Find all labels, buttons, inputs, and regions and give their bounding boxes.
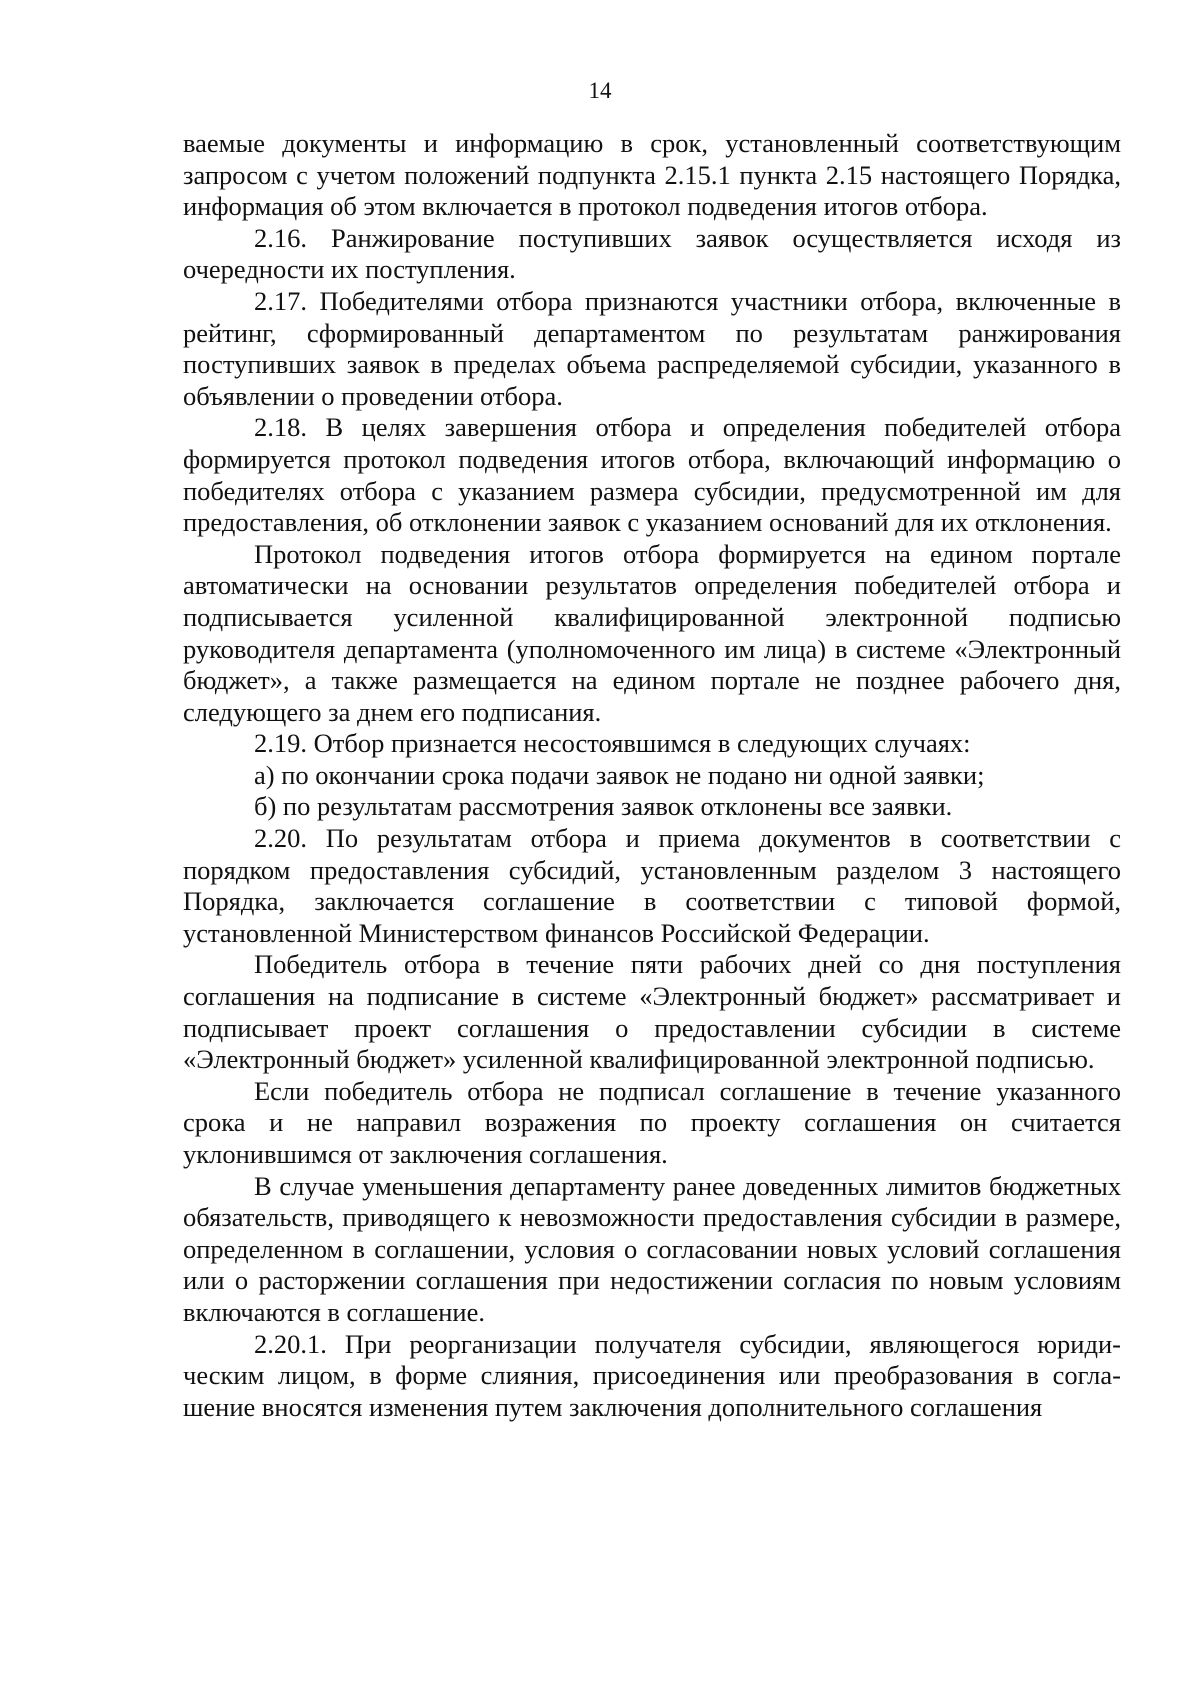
paragraph-2-18: 2.18. В целях завершения отбора и определения победителей отбора формируется протокол подведения итогов отбора, включающий информацию о победителях отбора с указанием размера субсидии, предусмотренной им для предоставления, об отклонении заявок с указанием оснований для их отклонения. bbox=[183, 412, 1121, 538]
document-body bbox=[183, 128, 1121, 1423]
paragraph-protocol: Протокол подведения итогов отбора формируется на едином портале автоматически на основании результатов определения победителей отбора и подписывается усиленной квалифицированной электронной подписью руководителя департамента (уполномоченного им лица) в системе «Электронный бюджет», а также размещается на едином портале не позднее рабочего дня, следующего за днем его подписания. bbox=[183, 538, 1121, 727]
paragraph-2-17: 2.17. Победителями отбора признаются участники отбора, включенные в рейтинг, сформированный департаментом по результатам ранжирования поступивших заявок в пределах объема распределяемой субсидии, указанного в объявлении о проведении отбора. bbox=[183, 285, 1121, 411]
paragraph-winner-evasion: Если победитель отбора не подписал соглашение в течение указанного срока и не направил возражения по проекту соглашения он считается уклонившимся от заключения соглашения. bbox=[183, 1075, 1121, 1169]
paragraph-continuation: ваемые документы и информацию в срок, установленный соответствующим запросом с учетом положений подпункта 2.15.1 пункта 2.15 настоящего Порядка, информация об этом включается в протокол подведения итогов отбора. bbox=[183, 128, 1121, 222]
paragraph-2-20-1: 2.20.1. При реорганизации получателя субсидии, являющегося юридическим лицом, в форме слияния, присоединения или преобразования в соглашение вносятся изменения путем заключения дополнительного соглашения bbox=[183, 1328, 1121, 1422]
page-number: 14 bbox=[588, 78, 612, 103]
paragraph-winner-signing: Победитель отбора в течение пяти рабочих дней со дня поступления соглашения на подписание в системе «Электронный бюджет» рассматривает и подписывает проект соглашения о предоставлении субсидии в системе «Электронный бюджет» усиленной квалифицированной электронной подписью. bbox=[183, 949, 1121, 1075]
paragraph-2-16: 2.16. Ранжирование поступивших заявок осуществляется исходя из очередности их поступления. bbox=[183, 222, 1121, 285]
paragraph-2-19-b: б) по результатам рассмотрения заявок отклонены все заявки. bbox=[254, 791, 953, 822]
paragraph-2-19-a: а) по окончании срока подачи заявок не подано ни одной заявки; bbox=[254, 759, 985, 790]
paragraph-2-19: 2.19. Отбор признается несостоявшимся в следующих случаях: bbox=[254, 728, 971, 759]
paragraph-2-20: 2.20. По результатам отбора и приема документов в соответствии с порядком предоставления субсидий, установленным разделом 3 настоящего Порядка, заключается соглашение в соответствии с типовой формой, установленной Министерством финансов Российской Федерации. bbox=[183, 823, 1121, 948]
paragraph-limits-reduction: В случае уменьшения департаменту ранее доведенных лимитов бюджетных обязательств, приводящего к невозможности предоставления субсидии в размере, определенном в соглашении, условия о согласовании новых условий соглашения или о расторжении соглашения при недостижении согласия по новым условиям включаются в соглашение. bbox=[183, 1170, 1121, 1327]
